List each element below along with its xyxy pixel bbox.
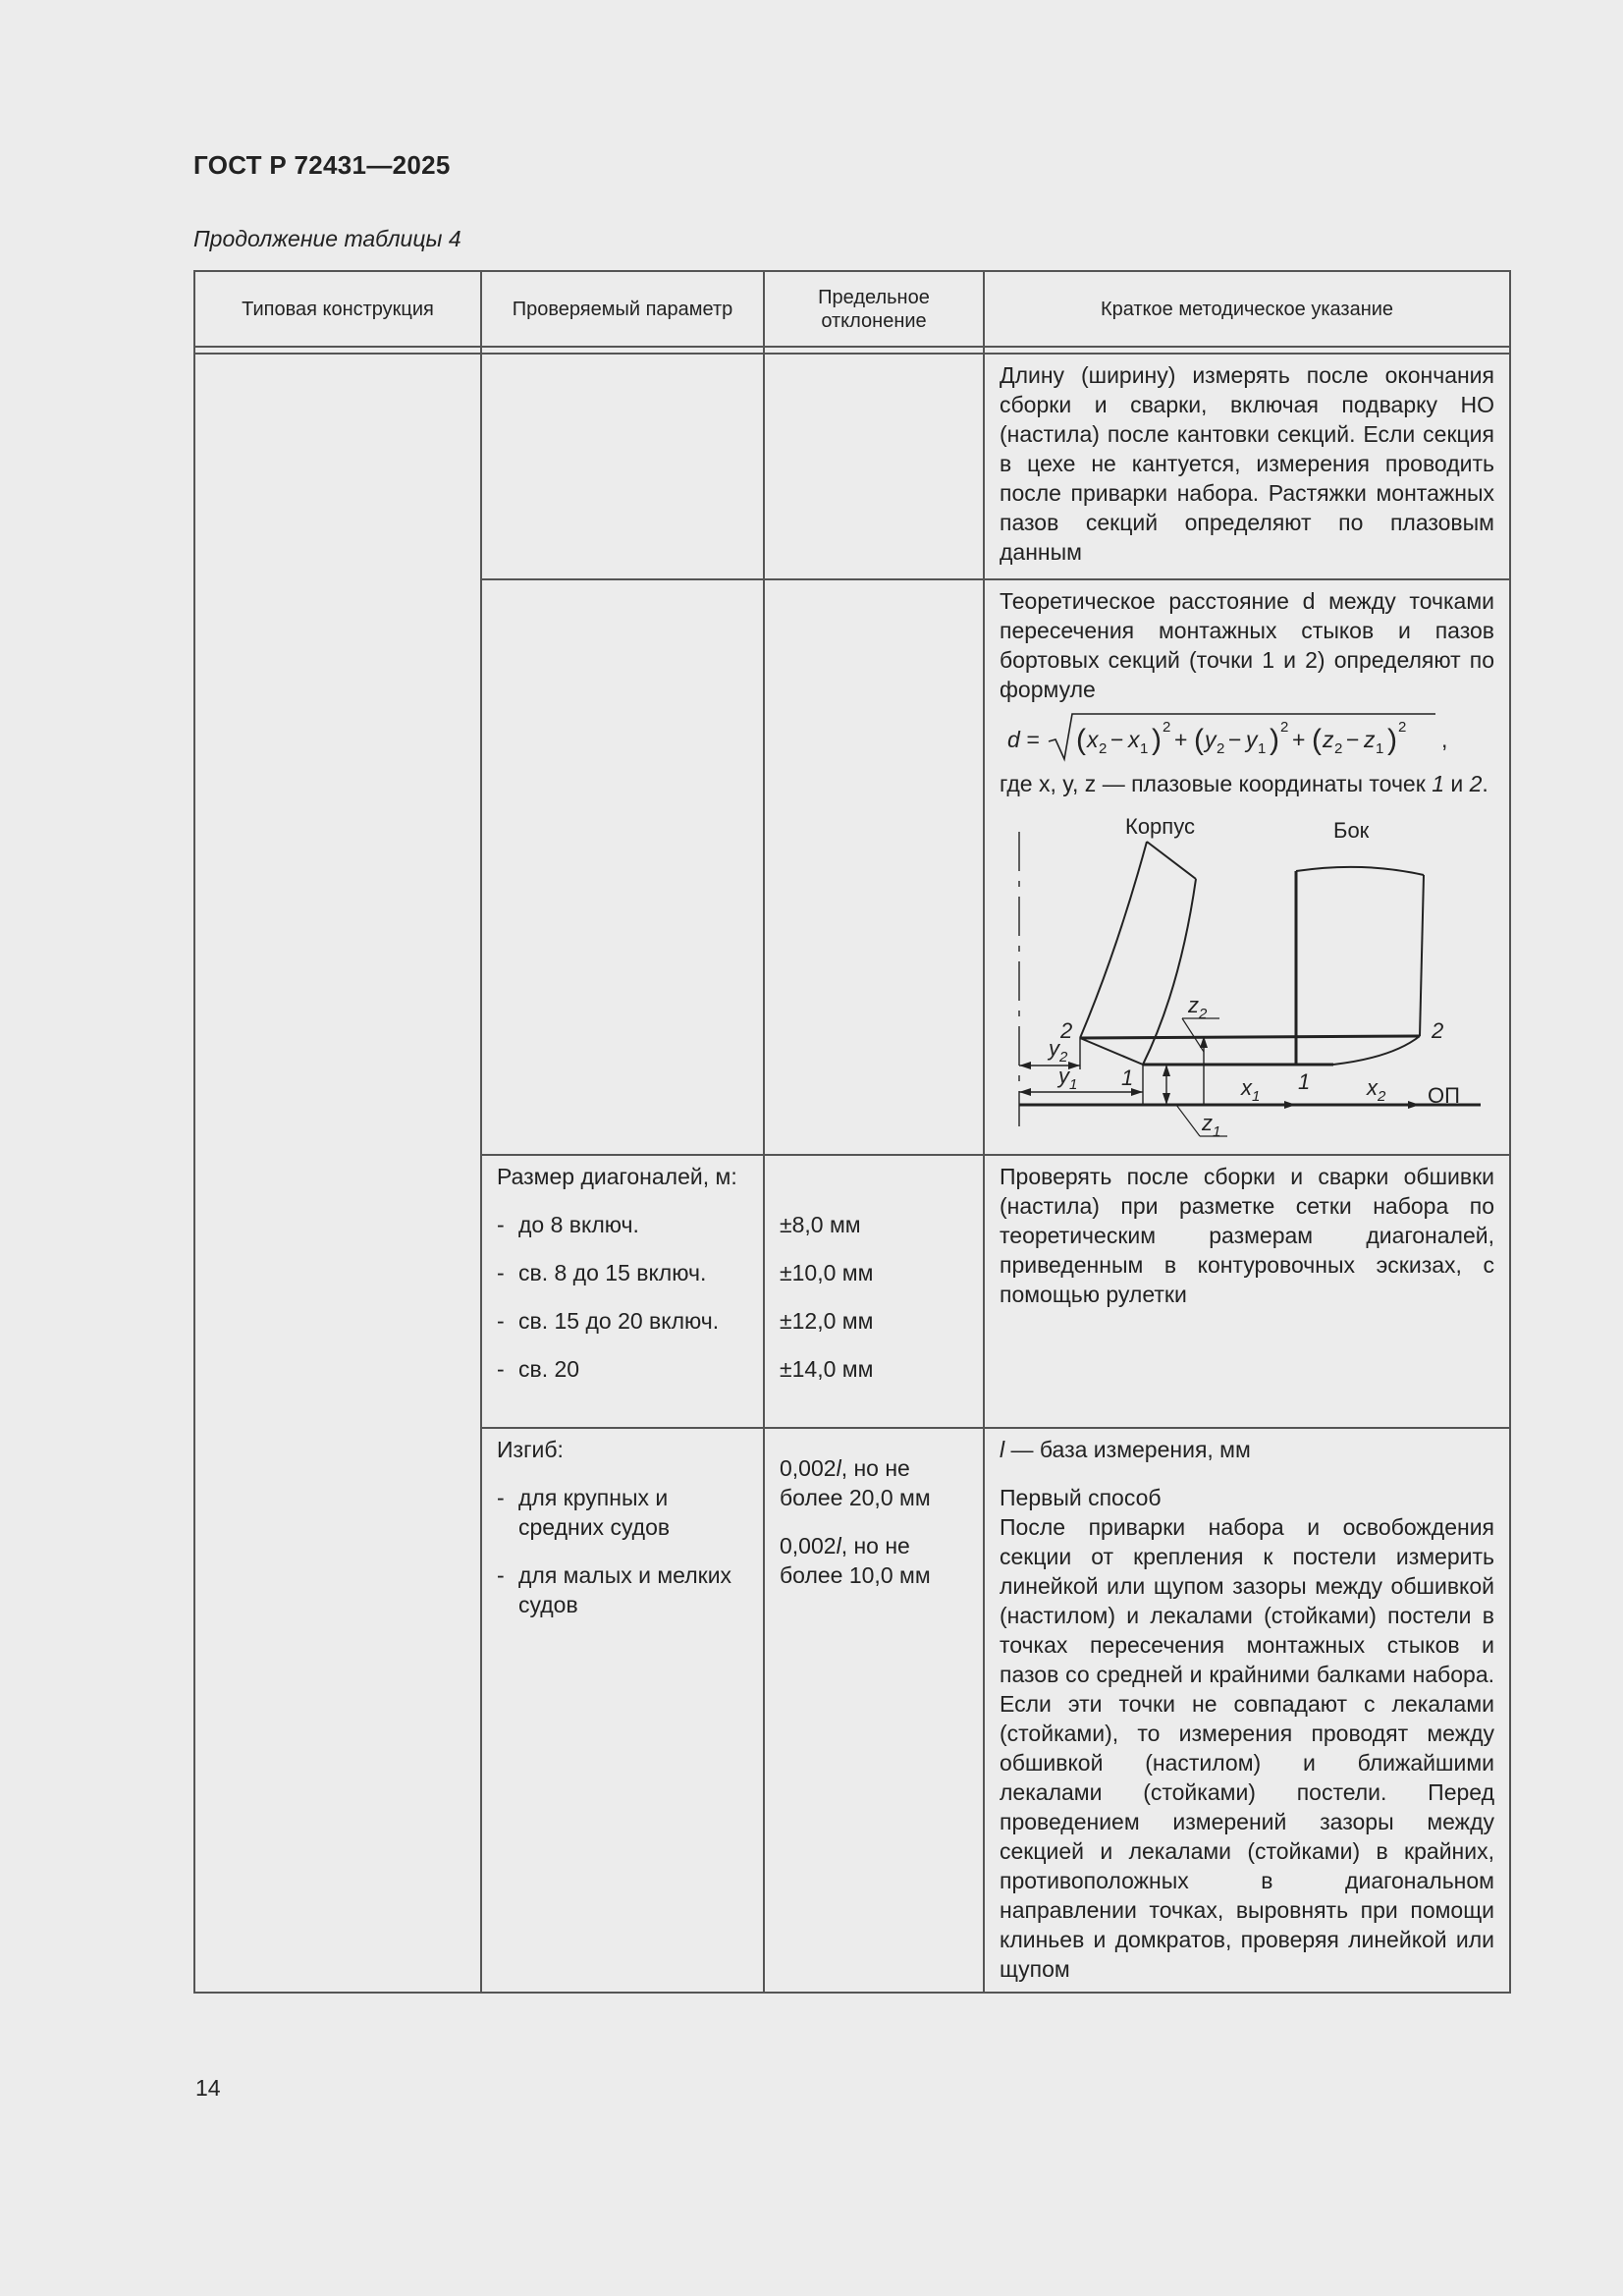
- formula-var: y: [1205, 727, 1217, 752]
- list-dash: -: [497, 1562, 505, 1588]
- formula-minus: −: [1228, 727, 1242, 752]
- diagonal-deviation-list: [780, 1210, 968, 1384]
- formula-paren: (: [1312, 724, 1322, 756]
- formula-lhs: d =: [1007, 727, 1040, 752]
- parameter-cell: [481, 579, 764, 1155]
- formula-paren: ): [1152, 724, 1162, 756]
- method-title: Первый способ: [1000, 1485, 1162, 1510]
- diagonal-deviation-value: ±8,0 мм: [780, 1212, 861, 1237]
- formula-var: z: [1364, 727, 1376, 752]
- list-dash: -: [497, 1260, 505, 1285]
- deviation-cell: [764, 1155, 984, 1428]
- bend-param-title: Изгиб:: [497, 1437, 564, 1462]
- instruction-cell: [984, 354, 1510, 579]
- point-right-2: 2: [1432, 1018, 1444, 1043]
- formula-index: 1: [1258, 740, 1267, 757]
- deviation-cell: [764, 579, 984, 1155]
- formula-plus: +: [1174, 727, 1188, 752]
- page-number: 14: [195, 2075, 221, 2101]
- diagonal-deviation-value: ±12,0 мм: [780, 1308, 874, 1334]
- point-left-2: 2: [1060, 1018, 1073, 1043]
- formula-exponent: 2: [1163, 719, 1171, 736]
- diagonal-deviation-value: ±14,0 мм: [780, 1356, 874, 1382]
- instruction-cell: [984, 1155, 1510, 1428]
- method-text: После приварки набора и освобождения секции от крепления к постели измерить линейкой или щупом зазоры между обшивкой (настилом) и лекалами (стойками) постели в точках пересечения монтажных стыков и пазов со средней и крайними балками набора. Если эти точки не совпадают с лекалами (стойками), то измерения проводят между обшивкой (настилом) и ближайшими лекалами (стойками) постели. Перед проведением измерений зазоры между секцией и лекалами (стойками) в крайних, противоположных в диагональном направлении точках, выровнять при помощи клиньев и домкратов, проверяя линейкой или щупом: [1000, 1514, 1494, 1982]
- list-dash: -: [497, 1308, 505, 1334]
- bend-deviation-value: 0,002l, но не более 20,0 мм: [780, 1455, 931, 1510]
- list-dash: -: [497, 1356, 505, 1382]
- formula-comma: ,: [1441, 727, 1448, 752]
- distance-formula: [1003, 710, 1494, 763]
- diagonal-param-title: Размер диагоналей, м:: [497, 1164, 737, 1189]
- diagonal-note: Проверять после сборки и сварки обшивки (настила) при разметке сетки набора по теоретическим размерам диагоналей, приведенным в контуровочных эскизах, с помощью рулетки: [1000, 1164, 1494, 1307]
- list-dash: -: [497, 1212, 505, 1237]
- list-dash: -: [497, 1485, 505, 1510]
- table-row: [194, 354, 1510, 579]
- formula-minus: −: [1110, 727, 1124, 752]
- column-header-instruction: Краткое методическое указание: [984, 271, 1510, 347]
- document-title: ГОСТ Р 72431—2025: [193, 150, 451, 180]
- construction-cell: [194, 354, 481, 1993]
- list-item: [497, 1354, 748, 1384]
- formula-paren: (: [1076, 724, 1086, 756]
- length-measure-note: Длину (ширину) измерять после окончания сборки и сварки, включая подварку НО (настила) после кантовки секций. Если секция в цехе не кантуется, измерения проводить после приварки набора. Растяжки монтажных пазов секций определяют по плазовым данным: [1000, 362, 1494, 565]
- diagonal-range-label: св. 15 до 20 включ.: [518, 1308, 720, 1334]
- formula-var: x: [1128, 727, 1140, 752]
- parameter-cell: [481, 1428, 764, 1993]
- formula-var: z: [1323, 727, 1334, 752]
- label-op: ОП: [1428, 1083, 1460, 1108]
- formula-var: y: [1246, 727, 1258, 752]
- formula-minus: −: [1346, 727, 1360, 752]
- column-header-parameter: Проверяемый параметр: [481, 271, 764, 347]
- base-definition: l — база измерения, мм: [1000, 1437, 1251, 1462]
- formula-paren: ): [1387, 724, 1397, 756]
- header-separator: [194, 347, 1510, 354]
- list-item: [497, 1258, 748, 1287]
- list-item: [497, 1210, 748, 1239]
- formula-index: 1: [1376, 740, 1384, 757]
- label-z1: $z_1$: [1202, 1111, 1221, 1140]
- formula-paren: (: [1194, 724, 1204, 756]
- distance-intro: Теоретическое расстояние d между точками пересечения монтажных стыков и пазов бортовых секций (точки 1 и 2) определяют по формуле: [1000, 588, 1494, 702]
- list-item: [497, 1483, 748, 1542]
- point-right-1: 1: [1298, 1069, 1311, 1094]
- formula-index: 1: [1140, 740, 1149, 757]
- formula-paren: ): [1270, 724, 1279, 756]
- diagonal-range-label: св. 8 до 15 включ.: [518, 1260, 707, 1285]
- deviation-cell: [764, 354, 984, 579]
- label-bok: Бок: [1333, 818, 1370, 843]
- formula-var: x: [1087, 727, 1099, 752]
- formula-index: 2: [1099, 740, 1108, 757]
- parameter-cell: [481, 1155, 764, 1428]
- diagonal-deviation-value: ±10,0 мм: [780, 1260, 874, 1285]
- instruction-cell: [984, 1428, 1510, 1993]
- table-header-row: [194, 271, 1510, 347]
- table-caption: Продолжение таблицы 4: [193, 226, 461, 251]
- bend-deviation-value: 0,002l, но не более 10,0 мм: [780, 1533, 931, 1588]
- label-y2: $y_2$: [1049, 1036, 1068, 1066]
- diagonal-param-list: [497, 1210, 748, 1384]
- parameter-cell: [481, 354, 764, 579]
- diagonal-range-label: св. 20: [518, 1356, 580, 1382]
- column-header-deviation: Предельное отклонение: [764, 271, 984, 347]
- label-z2: $z_2$: [1188, 993, 1208, 1022]
- coordinates-note: где x, y, z — плазовые координаты точек 1 и 2.: [1000, 771, 1488, 796]
- formula-index: 2: [1334, 740, 1343, 757]
- bend-category-label: для малых и мелких судов: [518, 1562, 732, 1617]
- list-item: [497, 1560, 748, 1619]
- diagonal-range-label: до 8 включ.: [518, 1212, 639, 1237]
- list-item: [497, 1306, 748, 1336]
- bend-deviation-list: [780, 1453, 968, 1590]
- label-y1: $y_1$: [1058, 1064, 1078, 1093]
- deviation-cell: [764, 1428, 984, 1993]
- instruction-cell: [984, 579, 1510, 1155]
- formula-exponent: 2: [1398, 719, 1407, 736]
- label-x2: $x_2$: [1367, 1075, 1386, 1105]
- formula-plus: +: [1292, 727, 1306, 752]
- bend-category-label: для крупных и средних судов: [518, 1485, 671, 1540]
- specification-table: [193, 270, 1511, 1994]
- label-korpus: Корпус: [1125, 814, 1195, 839]
- point-left-1: 1: [1121, 1066, 1134, 1090]
- label-x1: $x_1$: [1241, 1075, 1261, 1105]
- section-diagram: [1000, 812, 1494, 1146]
- formula-index: 2: [1217, 740, 1225, 757]
- bend-param-list: [497, 1483, 748, 1619]
- column-header-construction: Типовая конструкция: [194, 271, 481, 347]
- formula-exponent: 2: [1280, 719, 1289, 736]
